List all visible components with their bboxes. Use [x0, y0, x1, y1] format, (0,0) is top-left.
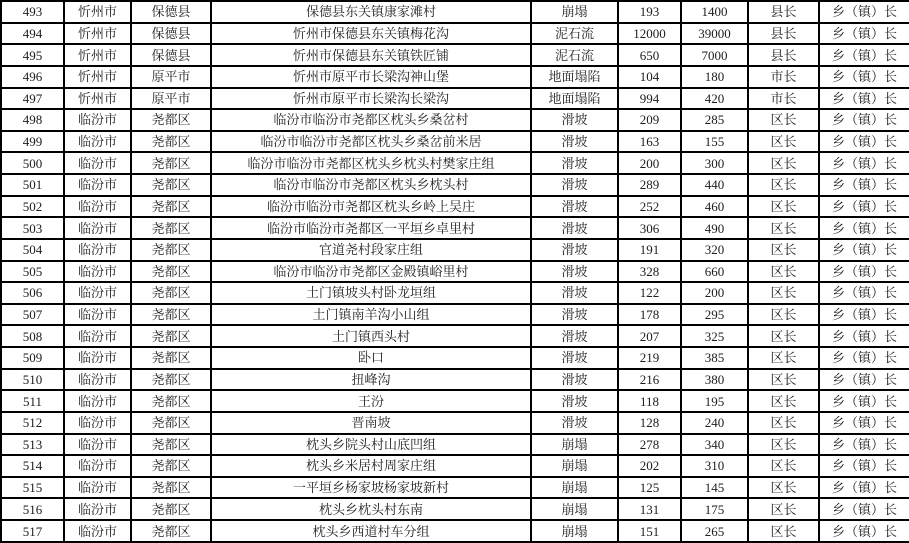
cell-location: 保德县东关镇康家滩村 — [211, 1, 531, 23]
cell-hazard-type: 滑坡 — [531, 152, 618, 174]
cell-responsible-1: 区长 — [748, 239, 819, 261]
cell-city: 临汾市 — [64, 109, 131, 131]
cell-responsible-2: 乡（镇）长 — [819, 282, 909, 304]
cell-responsible-1: 区长 — [748, 282, 819, 304]
cell-county: 尧都区 — [131, 434, 211, 456]
cell-hazard-type: 滑坡 — [531, 131, 618, 153]
table-row — [1, 261, 909, 283]
cell-location: 枕头乡米居村周家庄组 — [211, 455, 531, 477]
cell-county: 尧都区 — [131, 477, 211, 499]
cell-county: 尧都区 — [131, 196, 211, 218]
cell-county: 尧都区 — [131, 369, 211, 391]
cell-value-2: 155 — [681, 131, 748, 153]
cell-seq: 507 — [1, 304, 64, 326]
cell-responsible-2: 乡（镇）长 — [819, 109, 909, 131]
cell-county: 尧都区 — [131, 239, 211, 261]
cell-value-2: 660 — [681, 261, 748, 283]
cell-seq: 515 — [1, 477, 64, 499]
cell-value-2: 460 — [681, 196, 748, 218]
cell-value-2: 285 — [681, 109, 748, 131]
cell-county: 尧都区 — [131, 109, 211, 131]
cell-responsible-1: 区长 — [748, 152, 819, 174]
cell-county: 原平市 — [131, 66, 211, 88]
cell-responsible-1: 县长 — [748, 44, 819, 66]
table-row — [1, 152, 909, 174]
cell-responsible-1: 区长 — [748, 217, 819, 239]
cell-location: 临汾市临汾市尧都区枕头乡岭上吴庄 — [211, 196, 531, 218]
table-row — [1, 520, 909, 542]
table-row — [1, 174, 909, 196]
table-row — [1, 23, 909, 45]
cell-value-1: 122 — [618, 282, 681, 304]
cell-responsible-2: 乡（镇）长 — [819, 44, 909, 66]
cell-hazard-type: 滑坡 — [531, 174, 618, 196]
cell-hazard-type: 滑坡 — [531, 239, 618, 261]
cell-seq: 509 — [1, 347, 64, 369]
cell-hazard-type: 滑坡 — [531, 109, 618, 131]
cell-city: 临汾市 — [64, 174, 131, 196]
cell-value-1: 104 — [618, 66, 681, 88]
cell-responsible-2: 乡（镇）长 — [819, 1, 909, 23]
cell-location: 临汾市临汾市尧都区枕头乡枕头村 — [211, 174, 531, 196]
table-row — [1, 477, 909, 499]
cell-hazard-type: 滑坡 — [531, 347, 618, 369]
table-row — [1, 498, 909, 520]
cell-city: 临汾市 — [64, 325, 131, 347]
table-row — [1, 196, 909, 218]
cell-city: 临汾市 — [64, 498, 131, 520]
cell-value-1: 278 — [618, 434, 681, 456]
cell-location: 忻州市保德县东关镇梅花沟 — [211, 23, 531, 45]
cell-value-1: 118 — [618, 390, 681, 412]
table-row — [1, 44, 909, 66]
cell-responsible-1: 区长 — [748, 304, 819, 326]
cell-city: 临汾市 — [64, 434, 131, 456]
cell-value-1: 202 — [618, 455, 681, 477]
cell-location: 临汾市临汾市尧都区枕头乡枕头村樊家庄组 — [211, 152, 531, 174]
cell-responsible-1: 区长 — [748, 498, 819, 520]
cell-responsible-2: 乡（镇）长 — [819, 455, 909, 477]
cell-value-1: 252 — [618, 196, 681, 218]
cell-value-2: 200 — [681, 282, 748, 304]
cell-responsible-1: 区长 — [748, 390, 819, 412]
cell-city: 忻州市 — [64, 1, 131, 23]
cell-location: 临汾市临汾市尧都区枕头乡桑岔村 — [211, 109, 531, 131]
cell-responsible-1: 区长 — [748, 261, 819, 283]
cell-county: 原平市 — [131, 88, 211, 110]
table-row — [1, 347, 909, 369]
cell-responsible-2: 乡（镇）长 — [819, 174, 909, 196]
cell-value-1: 650 — [618, 44, 681, 66]
cell-responsible-1: 市长 — [748, 66, 819, 88]
cell-hazard-type: 崩塌 — [531, 455, 618, 477]
table-row — [1, 390, 909, 412]
cell-county: 尧都区 — [131, 455, 211, 477]
table-row — [1, 304, 909, 326]
cell-county: 尧都区 — [131, 325, 211, 347]
cell-location: 临汾市临汾市尧都区枕头乡桑岔前米居 — [211, 131, 531, 153]
cell-value-2: 385 — [681, 347, 748, 369]
cell-seq: 496 — [1, 66, 64, 88]
cell-hazard-type: 滑坡 — [531, 196, 618, 218]
cell-location: 临汾市临汾市尧都区金殿镇峪里村 — [211, 261, 531, 283]
cell-location: 忻州市保德县东关镇铁匠铺 — [211, 44, 531, 66]
cell-responsible-1: 区长 — [748, 174, 819, 196]
cell-value-1: 200 — [618, 152, 681, 174]
cell-responsible-2: 乡（镇）长 — [819, 390, 909, 412]
cell-responsible-1: 区长 — [748, 369, 819, 391]
cell-location: 一平垣乡杨家坡杨家坡新村 — [211, 477, 531, 499]
cell-value-1: 994 — [618, 88, 681, 110]
cell-city: 临汾市 — [64, 196, 131, 218]
cell-value-1: 12000 — [618, 23, 681, 45]
cell-seq: 495 — [1, 44, 64, 66]
cell-county: 尧都区 — [131, 174, 211, 196]
cell-value-1: 207 — [618, 325, 681, 347]
cell-seq: 500 — [1, 152, 64, 174]
cell-city: 临汾市 — [64, 390, 131, 412]
cell-location: 土门镇坡头村卧龙垣组 — [211, 282, 531, 304]
cell-location: 土门镇南羊沟小山组 — [211, 304, 531, 326]
cell-value-1: 151 — [618, 520, 681, 542]
cell-responsible-1: 县长 — [748, 23, 819, 45]
cell-seq: 504 — [1, 239, 64, 261]
cell-responsible-2: 乡（镇）长 — [819, 325, 909, 347]
cell-hazard-type: 崩塌 — [531, 434, 618, 456]
cell-city: 临汾市 — [64, 412, 131, 434]
cell-city: 临汾市 — [64, 369, 131, 391]
cell-responsible-2: 乡（镇）长 — [819, 498, 909, 520]
cell-hazard-type: 滑坡 — [531, 282, 618, 304]
cell-responsible-2: 乡（镇）长 — [819, 304, 909, 326]
cell-city: 临汾市 — [64, 304, 131, 326]
cell-value-1: 219 — [618, 347, 681, 369]
table-row — [1, 434, 909, 456]
cell-value-1: 216 — [618, 369, 681, 391]
table-row — [1, 282, 909, 304]
cell-responsible-1: 区长 — [748, 434, 819, 456]
cell-city: 临汾市 — [64, 282, 131, 304]
cell-value-2: 175 — [681, 498, 748, 520]
cell-city: 忻州市 — [64, 66, 131, 88]
table-row — [1, 109, 909, 131]
cell-value-1: 125 — [618, 477, 681, 499]
cell-county: 尧都区 — [131, 304, 211, 326]
cell-location: 枕头乡枕头村东南 — [211, 498, 531, 520]
cell-value-1: 178 — [618, 304, 681, 326]
cell-value-2: 180 — [681, 66, 748, 88]
cell-responsible-2: 乡（镇）长 — [819, 347, 909, 369]
cell-responsible-1: 区长 — [748, 131, 819, 153]
cell-seq: 499 — [1, 131, 64, 153]
cell-seq: 505 — [1, 261, 64, 283]
cell-value-2: 490 — [681, 217, 748, 239]
cell-hazard-type: 滑坡 — [531, 304, 618, 326]
cell-location: 晋南坡 — [211, 412, 531, 434]
cell-hazard-type: 滑坡 — [531, 390, 618, 412]
cell-value-1: 131 — [618, 498, 681, 520]
cell-value-1: 306 — [618, 217, 681, 239]
cell-hazard-type: 崩塌 — [531, 498, 618, 520]
cell-hazard-type: 滑坡 — [531, 325, 618, 347]
cell-location: 卧口 — [211, 347, 531, 369]
cell-city: 临汾市 — [64, 217, 131, 239]
cell-value-2: 1400 — [681, 1, 748, 23]
cell-value-2: 325 — [681, 325, 748, 347]
cell-responsible-1: 区长 — [748, 109, 819, 131]
cell-seq: 501 — [1, 174, 64, 196]
cell-location: 枕头乡西道村车分组 — [211, 520, 531, 542]
cell-value-2: 320 — [681, 239, 748, 261]
cell-hazard-type: 泥石流 — [531, 44, 618, 66]
cell-responsible-2: 乡（镇）长 — [819, 412, 909, 434]
cell-value-1: 328 — [618, 261, 681, 283]
cell-city: 忻州市 — [64, 23, 131, 45]
cell-seq: 511 — [1, 390, 64, 412]
cell-hazard-type: 崩塌 — [531, 520, 618, 542]
cell-value-2: 145 — [681, 477, 748, 499]
table-row — [1, 66, 909, 88]
cell-responsible-1: 区长 — [748, 412, 819, 434]
cell-responsible-1: 区长 — [748, 477, 819, 499]
cell-county: 尧都区 — [131, 347, 211, 369]
cell-city: 临汾市 — [64, 347, 131, 369]
cell-responsible-2: 乡（镇）长 — [819, 434, 909, 456]
cell-value-1: 128 — [618, 412, 681, 434]
table-body — [1, 1, 909, 542]
cell-responsible-1: 区长 — [748, 196, 819, 218]
cell-location: 王汾 — [211, 390, 531, 412]
cell-hazard-type: 泥石流 — [531, 23, 618, 45]
cell-location: 扭峰沟 — [211, 369, 531, 391]
cell-seq: 494 — [1, 23, 64, 45]
cell-value-1: 163 — [618, 131, 681, 153]
cell-responsible-1: 区长 — [748, 347, 819, 369]
cell-responsible-2: 乡（镇）长 — [819, 88, 909, 110]
cell-seq: 510 — [1, 369, 64, 391]
cell-hazard-type: 滑坡 — [531, 261, 618, 283]
cell-county: 保德县 — [131, 23, 211, 45]
table-row — [1, 131, 909, 153]
table-row — [1, 455, 909, 477]
cell-value-2: 195 — [681, 390, 748, 412]
cell-hazard-type: 地面塌陷 — [531, 88, 618, 110]
table-row — [1, 217, 909, 239]
cell-hazard-type: 地面塌陷 — [531, 66, 618, 88]
cell-responsible-2: 乡（镇）长 — [819, 131, 909, 153]
cell-county: 尧都区 — [131, 390, 211, 412]
cell-value-2: 295 — [681, 304, 748, 326]
cell-seq: 498 — [1, 109, 64, 131]
cell-location: 土门镇西头村 — [211, 325, 531, 347]
cell-responsible-2: 乡（镇）长 — [819, 66, 909, 88]
cell-county: 尧都区 — [131, 520, 211, 542]
cell-county: 尧都区 — [131, 131, 211, 153]
cell-value-2: 340 — [681, 434, 748, 456]
cell-value-1: 209 — [618, 109, 681, 131]
cell-county: 尧都区 — [131, 412, 211, 434]
table-row — [1, 239, 909, 261]
cell-value-2: 240 — [681, 412, 748, 434]
cell-responsible-2: 乡（镇）长 — [819, 369, 909, 391]
cell-hazard-type: 滑坡 — [531, 412, 618, 434]
cell-responsible-2: 乡（镇）长 — [819, 239, 909, 261]
cell-seq: 512 — [1, 412, 64, 434]
cell-value-2: 380 — [681, 369, 748, 391]
cell-hazard-type: 滑坡 — [531, 369, 618, 391]
cell-seq: 517 — [1, 520, 64, 542]
cell-seq: 514 — [1, 455, 64, 477]
cell-location: 官道尧村段家庄组 — [211, 239, 531, 261]
cell-value-2: 265 — [681, 520, 748, 542]
cell-city: 临汾市 — [64, 261, 131, 283]
cell-city: 临汾市 — [64, 131, 131, 153]
cell-hazard-type: 滑坡 — [531, 217, 618, 239]
cell-county: 尧都区 — [131, 217, 211, 239]
cell-responsible-1: 区长 — [748, 520, 819, 542]
cell-city: 临汾市 — [64, 455, 131, 477]
cell-seq: 493 — [1, 1, 64, 23]
cell-hazard-type: 崩塌 — [531, 1, 618, 23]
cell-county: 尧都区 — [131, 152, 211, 174]
cell-county: 保德县 — [131, 44, 211, 66]
cell-responsible-1: 区长 — [748, 325, 819, 347]
cell-county: 尧都区 — [131, 261, 211, 283]
cell-location: 枕头乡院头村山底凹组 — [211, 434, 531, 456]
cell-value-1: 191 — [618, 239, 681, 261]
cell-value-2: 420 — [681, 88, 748, 110]
cell-seq: 513 — [1, 434, 64, 456]
cell-value-2: 310 — [681, 455, 748, 477]
cell-city: 临汾市 — [64, 477, 131, 499]
cell-responsible-2: 乡（镇）长 — [819, 477, 909, 499]
cell-county: 保德县 — [131, 1, 211, 23]
cell-hazard-type: 崩塌 — [531, 477, 618, 499]
table-row — [1, 325, 909, 347]
cell-value-2: 300 — [681, 152, 748, 174]
cell-location: 忻州市原平市长梁沟长梁沟 — [211, 88, 531, 110]
cell-county: 尧都区 — [131, 498, 211, 520]
cell-value-1: 193 — [618, 1, 681, 23]
cell-responsible-2: 乡（镇）长 — [819, 152, 909, 174]
cell-responsible-2: 乡（镇）长 — [819, 23, 909, 45]
cell-county: 尧都区 — [131, 282, 211, 304]
cell-value-2: 39000 — [681, 23, 748, 45]
cell-city: 忻州市 — [64, 44, 131, 66]
cell-value-1: 289 — [618, 174, 681, 196]
table-row — [1, 369, 909, 391]
cell-responsible-2: 乡（镇）长 — [819, 520, 909, 542]
cell-responsible-1: 市长 — [748, 88, 819, 110]
cell-responsible-2: 乡（镇）长 — [819, 261, 909, 283]
cell-responsible-1: 县长 — [748, 1, 819, 23]
cell-city: 临汾市 — [64, 520, 131, 542]
table-row — [1, 1, 909, 23]
cell-responsible-2: 乡（镇）长 — [819, 217, 909, 239]
cell-seq: 506 — [1, 282, 64, 304]
cell-seq: 508 — [1, 325, 64, 347]
table-row — [1, 88, 909, 110]
cell-seq: 497 — [1, 88, 64, 110]
cell-location: 忻州市原平市长梁沟神山堡 — [211, 66, 531, 88]
cell-seq: 503 — [1, 217, 64, 239]
cell-value-2: 440 — [681, 174, 748, 196]
cell-location: 临汾市临汾市尧都区一平垣乡卓里村 — [211, 217, 531, 239]
cell-city: 忻州市 — [64, 88, 131, 110]
table-row — [1, 412, 909, 434]
cell-city: 临汾市 — [64, 152, 131, 174]
cell-responsible-1: 区长 — [748, 455, 819, 477]
cell-city: 临汾市 — [64, 239, 131, 261]
cell-seq: 502 — [1, 196, 64, 218]
cell-responsible-2: 乡（镇）长 — [819, 196, 909, 218]
cell-value-2: 7000 — [681, 44, 748, 66]
cell-seq: 516 — [1, 498, 64, 520]
